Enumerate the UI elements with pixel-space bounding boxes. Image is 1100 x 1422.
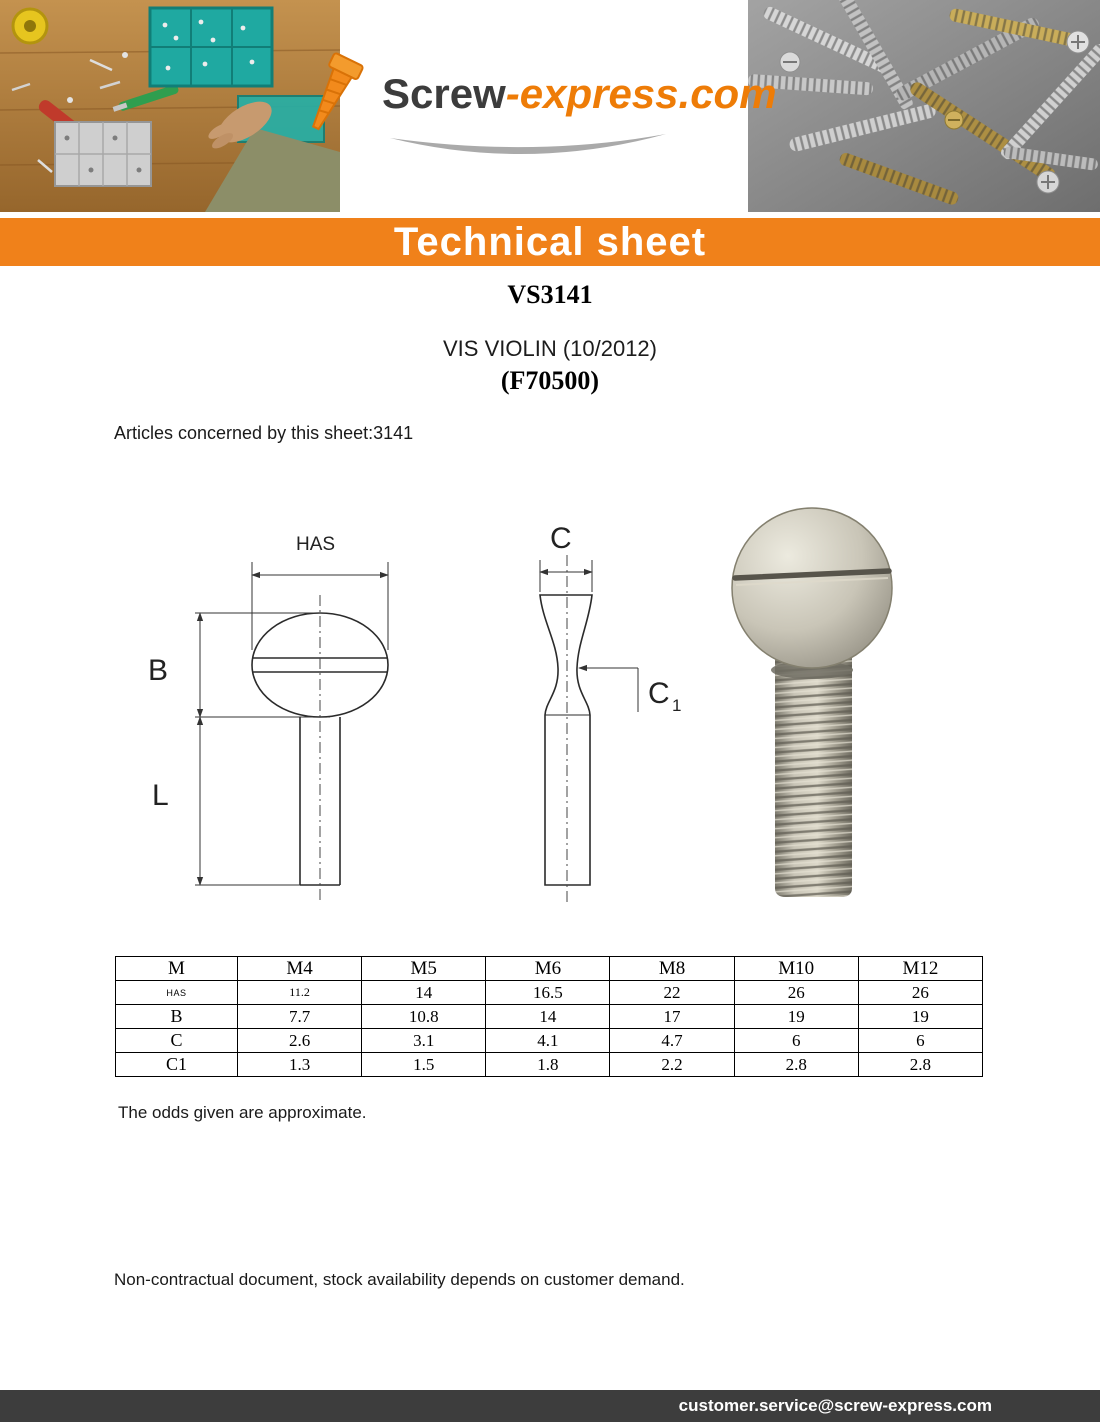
dim-label-l: L [152, 779, 169, 812]
table-header-cell: M8 [610, 957, 734, 981]
table-cell: 2.8 [734, 1053, 858, 1077]
table-cell: 7.7 [238, 1005, 362, 1029]
footer-email-link[interactable]: customer.service@screw-express.com [678, 1396, 992, 1415]
table-cell: 2.8 [858, 1053, 982, 1077]
articles-line: Articles concerned by this sheet:3141 [114, 423, 414, 443]
row-label: HAS [116, 981, 238, 1005]
table-header-cell: M10 [734, 957, 858, 981]
table-cell: 2.6 [238, 1029, 362, 1053]
table-row-b [116, 1005, 983, 1029]
dim-label-has: HAS [296, 534, 336, 555]
dim-label-c1: C [648, 677, 670, 710]
footer-bar [0, 1390, 1100, 1422]
table-cell: 1.3 [238, 1053, 362, 1077]
side-view [540, 595, 592, 885]
logo-text-screw: Screw [382, 70, 506, 117]
doc-code: VS3141 [507, 280, 593, 309]
table-cell: 17 [610, 1005, 734, 1029]
table-cell: 26 [734, 981, 858, 1005]
header-photo-workbench [0, 0, 340, 212]
dim-label-c1-sub: 1 [672, 696, 682, 715]
table-cell: 19 [858, 1005, 982, 1029]
table-cell: 22 [610, 981, 734, 1005]
table-header-cell: M12 [858, 957, 982, 981]
dim-label-b: B [148, 654, 169, 687]
table-header-cell: M4 [238, 957, 362, 981]
table-header-cell: M6 [486, 957, 610, 981]
table-cell: 11.2 [238, 981, 362, 1005]
note-disclaimer: Non-contractual document, stock availability depends on customer demand. [114, 1270, 685, 1289]
banner-title: Technical sheet [393, 220, 707, 264]
table-cell: 19 [734, 1005, 858, 1029]
orange-screw-icon [298, 50, 368, 145]
doc-subtitle: VIS VIOLIN (10/2012) [443, 336, 657, 361]
row-label: C1 [116, 1053, 238, 1077]
product-photo [732, 508, 892, 897]
table-cell: 2.2 [610, 1053, 734, 1077]
table-row-c1 [116, 1053, 983, 1077]
front-dimensions [195, 562, 388, 885]
table-header-cell: M [116, 957, 238, 981]
table-cell: 3.1 [362, 1029, 486, 1053]
table-cell: 26 [858, 981, 982, 1005]
logo-text-express: -express.com [505, 70, 777, 117]
logo-swoosh [388, 128, 668, 173]
table-cell: 1.5 [362, 1053, 486, 1077]
logo [382, 70, 777, 118]
table-cell: 14 [362, 981, 486, 1005]
table-cell: 4.1 [486, 1029, 610, 1053]
table-header-row [116, 957, 983, 981]
table-cell: 14 [486, 1005, 610, 1029]
table-cell: 1.8 [486, 1053, 610, 1077]
table-row-c [116, 1029, 983, 1053]
doc-ref: (F70500) [500, 366, 600, 395]
table-header-cell: M5 [362, 957, 486, 981]
row-label: C [116, 1029, 238, 1053]
dim-label-c: C [550, 522, 572, 555]
table-cell: 4.7 [610, 1029, 734, 1053]
table-row-has [116, 981, 983, 1005]
table-cell: 6 [858, 1029, 982, 1053]
table-cell: 6 [734, 1029, 858, 1053]
technical-drawing [100, 500, 1020, 915]
dimension-table [115, 956, 983, 1077]
banner [0, 218, 1100, 266]
table-cell: 16.5 [486, 981, 610, 1005]
header-photo-screws [748, 0, 1100, 212]
note-approximate: The odds given are approximate. [118, 1103, 367, 1122]
table-cell: 10.8 [362, 1005, 486, 1029]
row-label: B [116, 1005, 238, 1029]
